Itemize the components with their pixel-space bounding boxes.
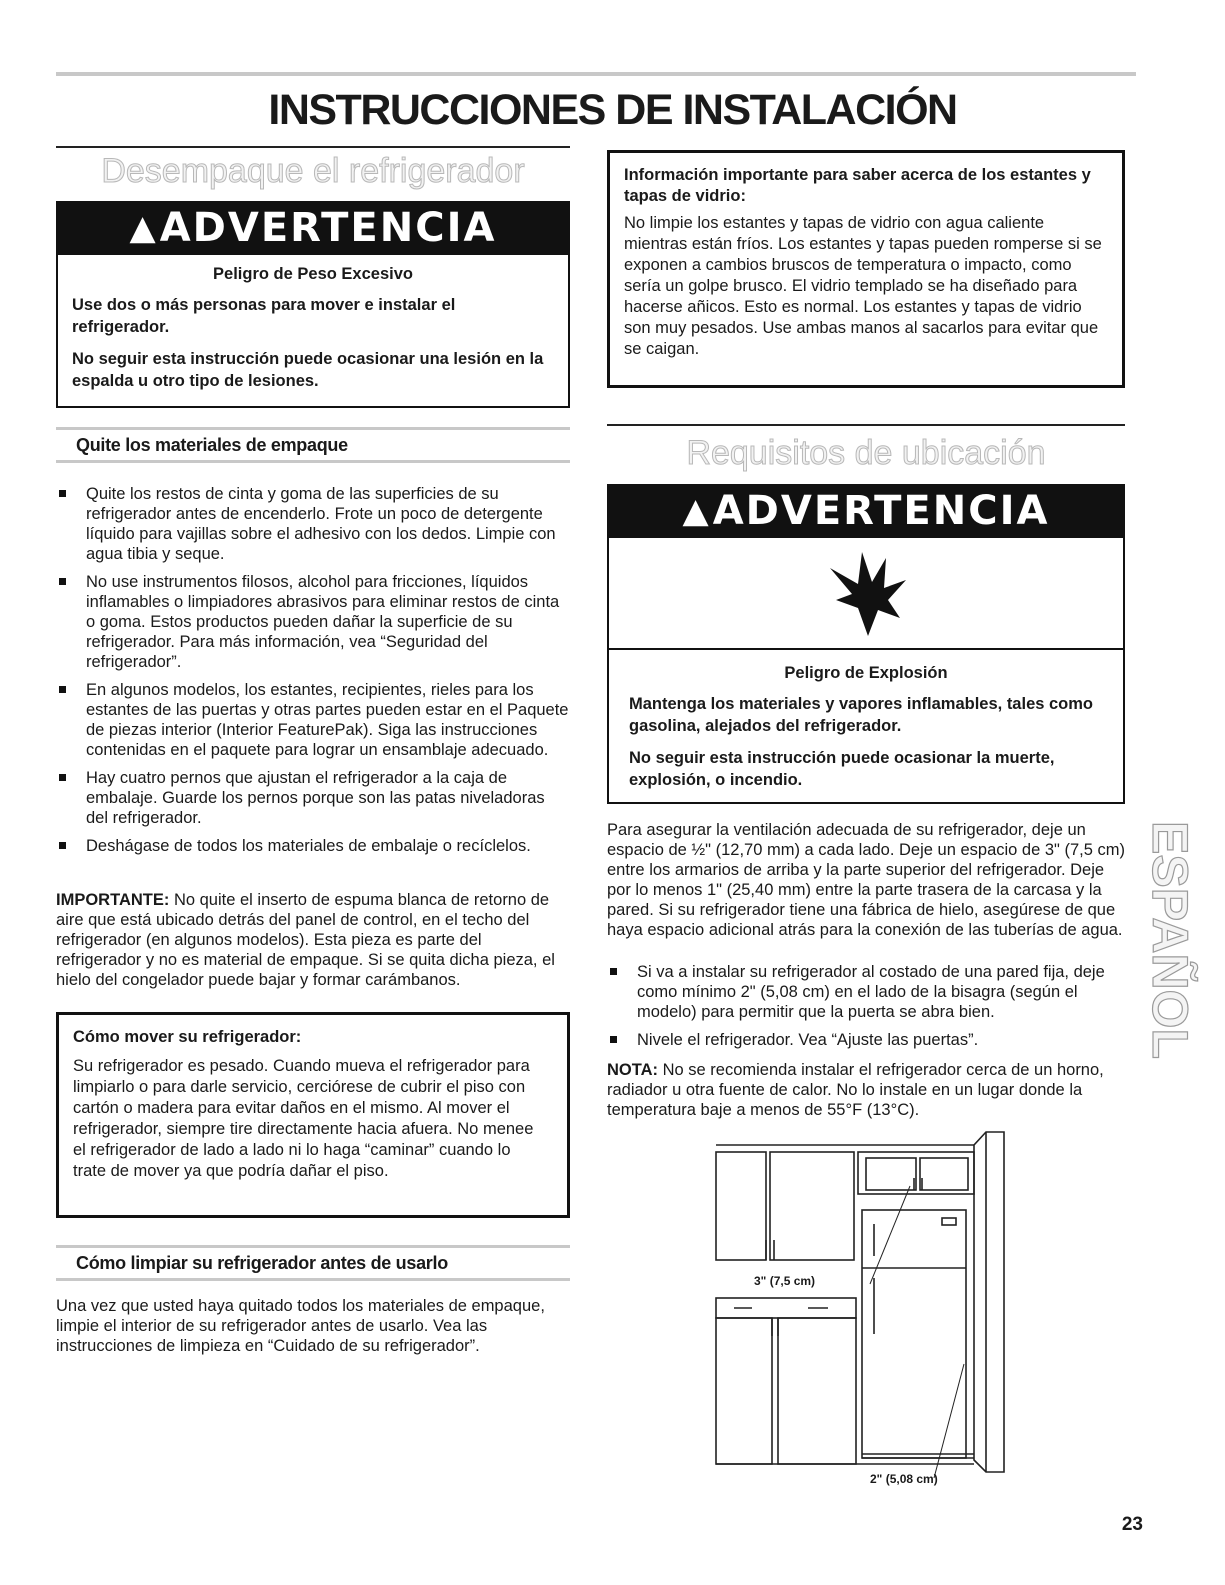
glass-body: No limpie los estantes y tapas de vidrio con agua caliente mientras están fríos. Los estantes y tapas pueden romperse si se exponen a cambios bruscos de temperatura o impacto, como sería un golpe brusco. El vidrio templado se ha diseñado para hacerse añicos. Esto es normal. Los estantes y tapas de vidrio son muy pesados. Use ambas manos al sacarlos para evitar que se caigan. xyxy=(624,214,1102,358)
explosion-warning-box xyxy=(607,484,1125,804)
language-tab-graphic xyxy=(1140,810,1198,1070)
moving-box xyxy=(56,1012,570,1218)
section-title-unpack: Desempaque el refrigerador xyxy=(101,152,525,190)
top-clearance-label: 3" (7,5 cm) xyxy=(754,1274,816,1288)
bullet-icon xyxy=(610,1036,617,1043)
warning-heading: Peligro de Peso Excesivo xyxy=(213,265,413,283)
bullet-icon xyxy=(59,774,66,781)
warning-banner: ▲ADVERTENCIA xyxy=(56,201,570,255)
list-item: Si va a instalar su refrigerador al costado de una pared fija, deje como mínimo 2" (5,08 cm) en el lado de la bisagra (según el modelo) para permitir que la puerta se abra bien. xyxy=(607,962,1125,1022)
section-title-location: Requisitos de ubicación xyxy=(686,434,1046,472)
clearance-diagram-drawing xyxy=(716,1132,1006,1492)
warning-banner: ▲ADVERTENCIA xyxy=(607,484,1125,538)
clearance-diagram xyxy=(716,1132,1006,1492)
language-side-tab xyxy=(1140,810,1198,1070)
list-item: Nivele el refrigerador. Vea “Ajuste las puertas”. xyxy=(607,1030,1125,1050)
remove-packing-list xyxy=(56,484,570,864)
section-rule xyxy=(607,424,1125,426)
location-list xyxy=(607,962,1125,1058)
moving-body: Su refrigerador es pesado. Cuando mueva el refrigerador para limpiarlo o para darle servicio, cerciórese de cubrir el piso con cartón o madera para evitar daños en el mismo. Al mover el refrigerador, siempre tire directamente hacia afuera. No menee el refrigerador de lado a lado ni lo haga “caminar” cuando lo trate de mover ya que podría dañar el piso. xyxy=(73,1057,534,1180)
remove-packing-heading: Quite los materiales de empaque xyxy=(56,427,570,463)
bullet-icon xyxy=(610,968,617,975)
page-title: INSTRUCCIONES DE INSTALACIÓN xyxy=(268,86,957,134)
side-clearance-label: 2" (5,08 cm) xyxy=(870,1472,938,1486)
warning-text: Use dos o más personas para mover e instalar el refrigerador. xyxy=(72,296,456,336)
warning-consequence: No seguir esta instrucción puede ocasionar la muerte, explosión, o incendio. xyxy=(629,749,1055,789)
list-item: Hay cuatro pernos que ajustan el refrigerador a la caja de embalaje. Guarde los pernos porque son las patas niveladoras del refrigerador. xyxy=(56,768,570,828)
list-item: No use instrumentos filosos, alcohol para fricciones, líquidos inflamables o limpiadores abrasivos para eliminar restos de cinta o goma. Estos productos pueden dañar la superficie de su refrigerador. Para más información, vea “Seguridad del refrigerador”. xyxy=(56,572,570,672)
warning-consequence: No seguir esta instrucción puede ocasionar una lesión en la espalda u otro tipo de lesiones. xyxy=(72,350,544,390)
bullet-icon xyxy=(59,490,66,497)
page-number: 23 xyxy=(1121,1514,1143,1535)
warning-heading: Peligro de Explosión xyxy=(784,664,948,682)
weight-warning-box xyxy=(56,201,570,408)
bullet-icon xyxy=(59,578,66,585)
section-rule xyxy=(56,146,570,148)
top-rule xyxy=(56,72,1136,76)
bullet-icon xyxy=(59,686,66,693)
warning-triangle-icon: ▲ xyxy=(129,208,158,248)
list-item: Deshágase de todos los materiales de embalaje o recíclelos. xyxy=(56,836,570,856)
note-text: NOTA: No se recomienda instalar el refrigerador cerca de un horno, radiador u otra fuente de calor. No lo instale en un lugar donde la temperatura baje a menos de 55°F (13°C). xyxy=(607,1061,1104,1119)
glass-info-box xyxy=(607,150,1125,388)
list-item: En algunos modelos, los estantes, recipientes, rieles para los estantes de las puertas y otras partes pueden estar en el Paquete de piezas interior (Interior FeaturePak). Siga las instrucciones contenidas en el paquete para lograr un ensamblaje adecuado. xyxy=(56,680,570,760)
warning-text: Mantenga los materiales y vapores inflamables, tales como gasolina, alejados del refrigerador. xyxy=(629,695,1094,735)
explosion-icon xyxy=(828,548,908,643)
warning-triangle-icon: ▲ xyxy=(682,491,711,531)
clean-heading: Cómo limpiar su refrigerador antes de usarlo xyxy=(56,1245,570,1281)
glass-heading: Información importante para saber acerca de los estantes y tapas de vidrio: xyxy=(624,166,1091,205)
location-text: Para asegurar la ventilación adecuada de su refrigerador, deje un espacio de ½" (12,70 mm) a cada lado. Deje un espacio de 3" (7,5 cm) entre los armarios de arriba y la parte superior del refrigerador. Deje por lo menos 1" (25,40 mm) entre la parte trasera de la carcasa y la pared. Si su refrigerador tiene una fábrica de hielo, asegúrese de que haya espacio adicional atrás para la conexión de las tuberías de agua. xyxy=(607,821,1125,939)
clean-body: Una vez que usted haya quitado todos los materiales de empaque, limpie el interior de su refrigerador antes de usarlo. Vea las instrucciones de limpieza en “Cuidado de su refrigerador”. xyxy=(56,1297,545,1355)
moving-heading: Cómo mover su refrigerador: xyxy=(73,1028,302,1046)
explosion-symbol-area xyxy=(609,538,1123,650)
bullet-icon xyxy=(59,842,66,849)
list-item: Quite los restos de cinta y goma de las superficies de su refrigerador antes de encenderlo. Frote un poco de detergente líquido para vajillas sobre el adhesivo con los dedos. Limpie con agua tibia y seque. xyxy=(56,484,570,564)
important-note: IMPORTANTE: No quite el inserto de espuma blanca de retorno de aire que está ubicado detrás del panel de control, en el techo del refrigerador (en algunos modelos). Esta pieza es parte del refrigerador y no es material de empaque. Si se quita dicha pieza, el hielo del congelador puede bajar y formar carámbanos. xyxy=(56,891,555,989)
language-tab-label: ESPAÑOL xyxy=(1141,821,1198,1059)
